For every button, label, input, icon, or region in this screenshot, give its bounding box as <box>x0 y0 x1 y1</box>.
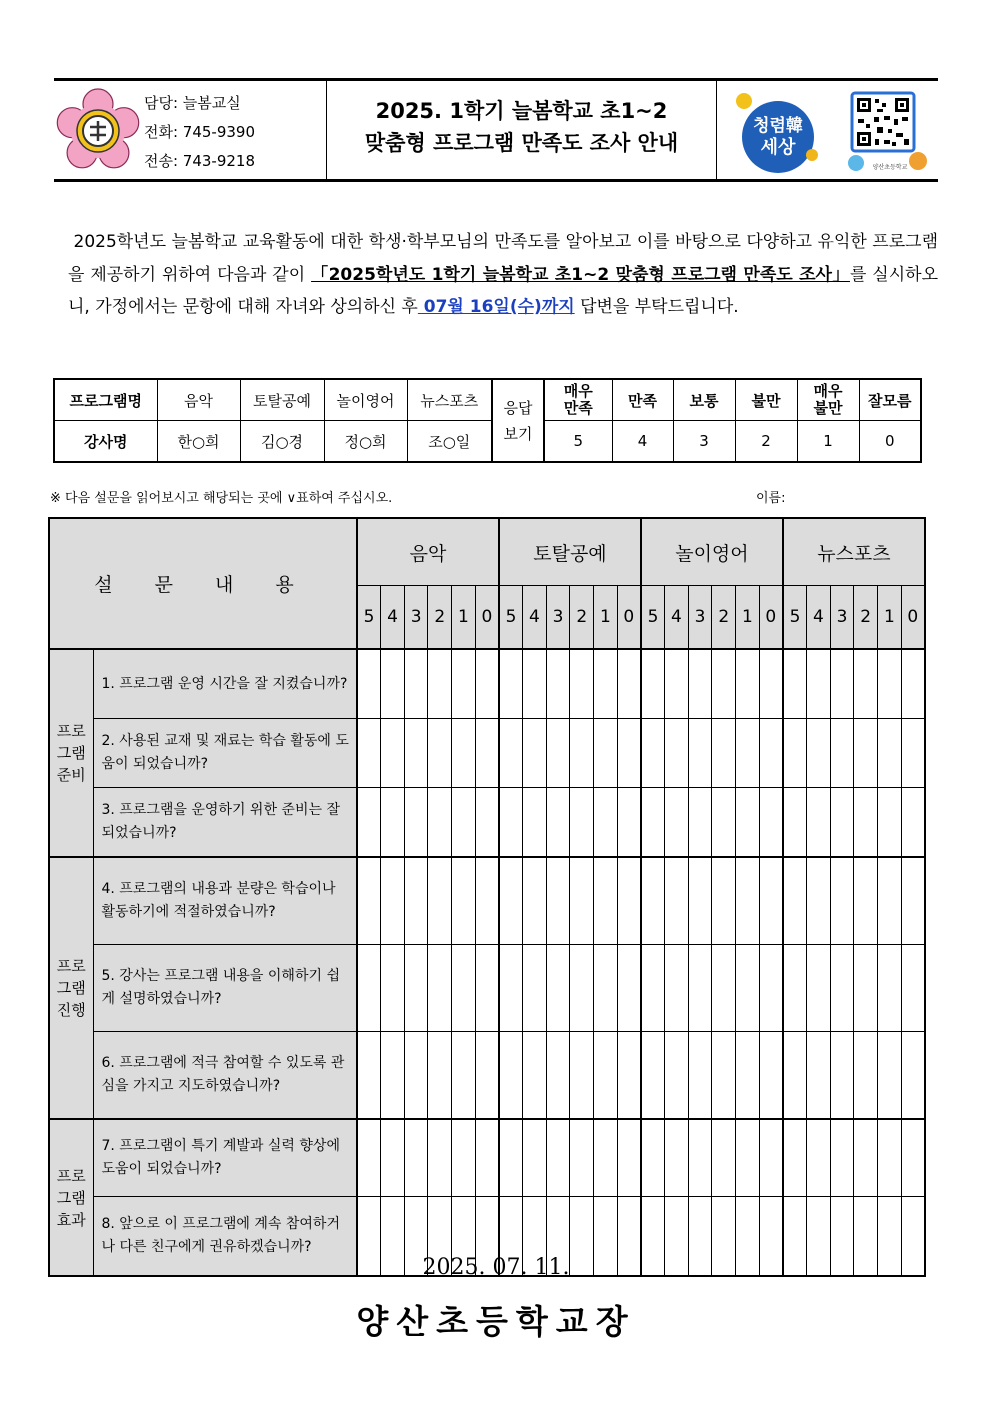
survey-question: 4. 프로그램의 내용과 분량은 학습이나 활동하기에 적절하였습니까? <box>93 857 357 945</box>
answer-checkbox-cell[interactable] <box>404 857 428 945</box>
answer-checkbox-cell[interactable] <box>854 719 878 788</box>
answer-checkbox-cell[interactable] <box>854 1119 878 1197</box>
answer-checkbox-cell[interactable] <box>499 857 523 945</box>
answer-checkbox-cell[interactable] <box>688 1032 712 1120</box>
survey-program-header: 음악 <box>357 518 499 586</box>
answer-checkbox-cell[interactable] <box>617 1119 641 1197</box>
answer-checkbox-cell[interactable] <box>357 1119 381 1197</box>
teacher-name: 조○일 <box>407 421 492 463</box>
principal-signature: 양산초등학교장 <box>356 1302 636 1341</box>
score-column-header: 3 <box>404 586 428 650</box>
score-column-header: 1 <box>594 586 618 650</box>
answer-checkbox-cell[interactable] <box>878 1032 902 1120</box>
answer-checkbox-cell[interactable] <box>830 1032 854 1120</box>
response-label-2: 보기 <box>503 424 533 443</box>
contact-fax: 전송: 743-9218 <box>144 152 256 170</box>
answer-checkbox-cell[interactable] <box>712 857 736 945</box>
answer-checkbox-cell[interactable] <box>736 1032 760 1120</box>
answer-checkbox-cell[interactable] <box>594 649 618 719</box>
scale-value: 3 <box>673 421 735 463</box>
answer-checkbox-cell[interactable] <box>546 788 570 858</box>
answer-checkbox-cell[interactable] <box>475 719 499 788</box>
answer-checkbox-cell[interactable] <box>357 1032 381 1120</box>
answer-checkbox-cell[interactable] <box>736 649 760 719</box>
answer-checkbox-cell[interactable] <box>665 788 689 858</box>
survey-question: 2. 사용된 교재 및 재료는 학습 활동에 도움이 되었습니까? <box>93 719 357 788</box>
teacher-name: 김○경 <box>240 421 324 463</box>
teacher-name-label: 강사명 <box>54 421 157 463</box>
answer-checkbox-cell[interactable] <box>854 1032 878 1120</box>
program-info-table <box>53 378 922 463</box>
answer-checkbox-cell[interactable] <box>759 719 783 788</box>
answer-checkbox-cell[interactable] <box>901 719 925 788</box>
answer-checkbox-cell[interactable] <box>617 649 641 719</box>
program-name: 놀이영어 <box>324 379 407 421</box>
answer-checkbox-cell[interactable] <box>830 945 854 1032</box>
answer-checkbox-cell[interactable] <box>381 719 405 788</box>
answer-checkbox-cell[interactable] <box>783 857 807 945</box>
answer-checkbox-cell[interactable] <box>499 1119 523 1197</box>
answer-checkbox-cell[interactable] <box>570 857 594 945</box>
answer-checkbox-cell[interactable] <box>546 719 570 788</box>
answer-checkbox-cell[interactable] <box>594 788 618 858</box>
answer-checkbox-cell[interactable] <box>878 857 902 945</box>
answer-checkbox-cell[interactable] <box>665 1032 689 1120</box>
score-column-header: 2 <box>570 586 594 650</box>
answer-checkbox-cell[interactable] <box>688 1119 712 1197</box>
answer-checkbox-cell[interactable] <box>807 1119 831 1197</box>
answer-checkbox-cell[interactable] <box>546 857 570 945</box>
response-label-1: 응답 <box>503 398 533 417</box>
answer-checkbox-cell[interactable] <box>641 649 665 719</box>
answer-checkbox-cell[interactable] <box>807 1032 831 1120</box>
answer-checkbox-cell[interactable] <box>641 945 665 1032</box>
answer-checkbox-cell[interactable] <box>570 1032 594 1120</box>
answer-checkbox-cell[interactable] <box>546 945 570 1032</box>
answer-checkbox-cell[interactable] <box>617 719 641 788</box>
survey-program-header: 토탈공예 <box>499 518 641 586</box>
title-line-1: 2025. 1학기 늘봄학교 초1~2 <box>375 99 668 123</box>
scale-value: 4 <box>612 421 673 463</box>
answer-checkbox-cell[interactable] <box>783 649 807 719</box>
survey-table <box>48 517 926 1277</box>
answer-checkbox-cell[interactable] <box>736 788 760 858</box>
contact-owner: 담당: 늘봄교실 <box>144 94 241 112</box>
answer-checkbox-cell[interactable] <box>712 719 736 788</box>
answer-checkbox-cell[interactable] <box>807 857 831 945</box>
answer-checkbox-cell[interactable] <box>404 719 428 788</box>
answer-checkbox-cell[interactable] <box>523 788 547 858</box>
answer-checkbox-cell[interactable] <box>759 945 783 1032</box>
answer-checkbox-cell[interactable] <box>428 945 452 1032</box>
scale-value: 1 <box>797 421 859 463</box>
answer-checkbox-cell[interactable] <box>475 788 499 858</box>
score-column-header: 3 <box>688 586 712 650</box>
answer-checkbox-cell[interactable] <box>404 649 428 719</box>
answer-checkbox-cell[interactable] <box>570 649 594 719</box>
answer-checkbox-cell[interactable] <box>428 649 452 719</box>
document-title <box>327 95 716 159</box>
answer-checkbox-cell[interactable] <box>523 1032 547 1120</box>
score-column-header: 2 <box>428 586 452 650</box>
answer-checkbox-cell[interactable] <box>783 945 807 1032</box>
answer-checkbox-cell[interactable] <box>759 1032 783 1120</box>
answer-checkbox-cell[interactable] <box>688 788 712 858</box>
score-column-header: 1 <box>878 586 902 650</box>
answer-checkbox-cell[interactable] <box>452 788 476 858</box>
answer-checkbox-cell[interactable] <box>712 649 736 719</box>
answer-checkbox-cell[interactable] <box>404 945 428 1032</box>
svg-text:청렴韓: 청렴韓 <box>753 116 803 136</box>
answer-checkbox-cell[interactable] <box>357 719 381 788</box>
answer-checkbox-cell[interactable] <box>641 1119 665 1197</box>
answer-checkbox-cell[interactable] <box>452 945 476 1032</box>
score-column-header: 2 <box>854 586 878 650</box>
score-column-header: 0 <box>617 586 641 650</box>
answer-checkbox-cell[interactable] <box>878 788 902 858</box>
answer-checkbox-cell[interactable] <box>381 1032 405 1120</box>
answer-checkbox-cell[interactable] <box>759 788 783 858</box>
answer-checkbox-cell[interactable] <box>736 945 760 1032</box>
survey-question: 3. 프로그램을 운영하기 위한 준비는 잘 되었습니까? <box>93 788 357 858</box>
answer-checkbox-cell[interactable] <box>830 788 854 858</box>
answer-checkbox-cell[interactable] <box>878 1119 902 1197</box>
name-field-label: 이름: <box>756 491 786 506</box>
score-column-header: 0 <box>901 586 925 650</box>
answer-checkbox-cell[interactable] <box>688 857 712 945</box>
answer-checkbox-cell[interactable] <box>594 719 618 788</box>
teacher-name: 정○희 <box>324 421 407 463</box>
answer-checkbox-cell[interactable] <box>594 1119 618 1197</box>
survey-category: 프로 그램 효과 <box>49 1119 93 1276</box>
qr-caption: 양산초등학교 <box>872 164 908 171</box>
scale-value: 0 <box>859 421 921 463</box>
answer-checkbox-cell[interactable] <box>665 1119 689 1197</box>
answer-checkbox-cell[interactable] <box>901 1032 925 1120</box>
answer-checkbox-cell[interactable] <box>546 1119 570 1197</box>
answer-checkbox-cell[interactable] <box>807 719 831 788</box>
answer-checkbox-cell[interactable] <box>381 945 405 1032</box>
answer-checkbox-cell[interactable] <box>428 857 452 945</box>
answer-checkbox-cell[interactable] <box>570 1119 594 1197</box>
answer-checkbox-cell[interactable] <box>783 719 807 788</box>
answer-checkbox-cell[interactable] <box>665 857 689 945</box>
survey-content-header: 설 문 내 용 <box>49 518 357 649</box>
score-column-header: 4 <box>807 586 831 650</box>
answer-checkbox-cell[interactable] <box>475 649 499 719</box>
score-column-header: 4 <box>523 586 547 650</box>
answer-checkbox-cell[interactable] <box>783 788 807 858</box>
scale-label: 매우 만족 <box>544 379 612 421</box>
answer-checkbox-cell[interactable] <box>570 788 594 858</box>
document-header <box>54 78 938 182</box>
answer-checkbox-cell[interactable] <box>594 945 618 1032</box>
answer-checkbox-cell[interactable] <box>830 649 854 719</box>
program-name: 토탈공예 <box>240 379 324 421</box>
intro-part2: 를 실시하오니, 가정에서는 문항에 대해 자녀와 상의하신 후 <box>68 264 938 317</box>
answer-checkbox-cell[interactable] <box>499 945 523 1032</box>
score-column-header: 4 <box>665 586 689 650</box>
answer-checkbox-cell[interactable] <box>665 719 689 788</box>
answer-checkbox-cell[interactable] <box>854 857 878 945</box>
answer-checkbox-cell[interactable] <box>901 649 925 719</box>
answer-checkbox-cell[interactable] <box>594 857 618 945</box>
answer-checkbox-cell[interactable] <box>381 649 405 719</box>
answer-checkbox-cell[interactable] <box>712 1032 736 1120</box>
answer-checkbox-cell[interactable] <box>641 719 665 788</box>
survey-question: 7. 프로그램이 특기 계발과 실력 향상에 도움이 되었습니까? <box>93 1119 357 1197</box>
response-legend-label <box>492 379 544 462</box>
answer-checkbox-cell[interactable] <box>357 945 381 1032</box>
scale-value: 5 <box>544 421 612 463</box>
answer-checkbox-cell[interactable] <box>641 788 665 858</box>
answer-checkbox-cell[interactable] <box>452 1032 476 1120</box>
answer-checkbox-cell[interactable] <box>617 945 641 1032</box>
answer-checkbox-cell[interactable] <box>452 649 476 719</box>
answer-checkbox-cell[interactable] <box>452 719 476 788</box>
answer-checkbox-cell[interactable] <box>783 1119 807 1197</box>
answer-checkbox-cell[interactable] <box>617 788 641 858</box>
answer-checkbox-cell[interactable] <box>617 857 641 945</box>
program-name: 뉴스포츠 <box>407 379 492 421</box>
answer-checkbox-cell[interactable] <box>901 1119 925 1197</box>
answer-checkbox-cell[interactable] <box>475 945 499 1032</box>
answer-checkbox-cell[interactable] <box>381 857 405 945</box>
answer-checkbox-cell[interactable] <box>736 1119 760 1197</box>
answer-checkbox-cell[interactable] <box>523 857 547 945</box>
survey-program-header: 놀이영어 <box>641 518 783 586</box>
answer-checkbox-cell[interactable] <box>404 1119 428 1197</box>
answer-checkbox-cell[interactable] <box>641 1032 665 1120</box>
answer-checkbox-cell[interactable] <box>570 945 594 1032</box>
contact-phone: 전화: 745-9390 <box>144 123 256 141</box>
survey-category: 프로 그램 준비 <box>49 649 93 857</box>
answer-checkbox-cell[interactable] <box>807 788 831 858</box>
answer-checkbox-cell[interactable] <box>830 857 854 945</box>
score-column-header: 0 <box>759 586 783 650</box>
score-column-header: 1 <box>736 586 760 650</box>
answer-checkbox-cell[interactable] <box>357 649 381 719</box>
answer-checkbox-cell[interactable] <box>830 1119 854 1197</box>
intro-part1: 2025학년도 늘봄학교 교육활동에 대한 학생·학부모님의 만족도를 알아보고 이를 바탕으로 다양하고 유익한 프로그램을 제공하기 위하여 다음과 같이 <box>68 232 938 285</box>
scale-label: 잘모름 <box>859 379 921 421</box>
survey-title-highlight: 「2025학년도 1학기 늘봄학교 초1~2 맞춤형 프로그램 만족도 조사」 <box>311 264 850 285</box>
answer-checkbox-cell[interactable] <box>570 719 594 788</box>
answer-checkbox-cell[interactable] <box>546 1032 570 1120</box>
answer-checkbox-cell[interactable] <box>901 857 925 945</box>
score-column-header: 5 <box>641 586 665 650</box>
answer-checkbox-cell[interactable] <box>854 788 878 858</box>
answer-checkbox-cell[interactable] <box>404 1032 428 1120</box>
answer-checkbox-cell[interactable] <box>665 649 689 719</box>
answer-checkbox-cell[interactable] <box>736 857 760 945</box>
scale-label: 만족 <box>612 379 673 421</box>
answer-checkbox-cell[interactable] <box>854 945 878 1032</box>
answer-checkbox-cell[interactable] <box>759 857 783 945</box>
answer-checkbox-cell[interactable] <box>452 857 476 945</box>
instruction-note: ※ 다음 설문을 읽어보시고 해당되는 곳에 ∨표하여 주십시오. <box>50 491 393 506</box>
answer-checkbox-cell[interactable] <box>759 649 783 719</box>
integrity-emblem <box>730 89 840 177</box>
answer-checkbox-cell[interactable] <box>830 719 854 788</box>
score-column-header: 4 <box>381 586 405 650</box>
answer-checkbox-cell[interactable] <box>523 1119 547 1197</box>
scale-value: 2 <box>735 421 797 463</box>
answer-checkbox-cell[interactable] <box>854 649 878 719</box>
answer-checkbox-cell[interactable] <box>381 788 405 858</box>
scale-label: 불만 <box>735 379 797 421</box>
answer-checkbox-cell[interactable] <box>499 1032 523 1120</box>
answer-checkbox-cell[interactable] <box>878 649 902 719</box>
answer-checkbox-cell[interactable] <box>878 945 902 1032</box>
score-column-header: 2 <box>712 586 736 650</box>
answer-checkbox-cell[interactable] <box>901 788 925 858</box>
qr-code[interactable] <box>844 89 930 177</box>
answer-checkbox-cell[interactable] <box>523 649 547 719</box>
answer-checkbox-cell[interactable] <box>523 945 547 1032</box>
answer-checkbox-cell[interactable] <box>404 788 428 858</box>
survey-question: 8. 앞으로 이 프로그램에 계속 참여하거나 다른 친구에게 권유하겠습니까? <box>93 1197 357 1277</box>
score-column-header: 1 <box>452 586 476 650</box>
answer-checkbox-cell[interactable] <box>688 719 712 788</box>
answer-checkbox-cell[interactable] <box>428 1032 452 1120</box>
survey-question: 6. 프로그램에 적극 참여할 수 있도록 관심을 가지고 지도하였습니까? <box>93 1032 357 1120</box>
answer-checkbox-cell[interactable] <box>688 649 712 719</box>
score-column-header: 5 <box>499 586 523 650</box>
score-column-header: 0 <box>475 586 499 650</box>
score-column-header: 3 <box>546 586 570 650</box>
program-name-label: 프로그램명 <box>54 379 157 421</box>
answer-checkbox-cell[interactable] <box>807 945 831 1032</box>
answer-checkbox-cell[interactable] <box>546 649 570 719</box>
answer-checkbox-cell[interactable] <box>878 719 902 788</box>
answer-checkbox-cell[interactable] <box>688 945 712 1032</box>
title-line-2: 맞춤형 프로그램 만족도 조사 안내 <box>364 131 679 155</box>
contact-info <box>144 89 324 176</box>
deadline-highlight: 07월 16일(수)까지 <box>417 297 575 317</box>
score-column-header: 5 <box>357 586 381 650</box>
answer-checkbox-cell[interactable] <box>665 945 689 1032</box>
survey-question: 1. 프로그램 운영 시간을 잘 지켰습니까? <box>93 649 357 719</box>
answer-checkbox-cell[interactable] <box>428 719 452 788</box>
answer-checkbox-cell[interactable] <box>475 1032 499 1120</box>
intro-paragraph <box>68 226 938 324</box>
answer-checkbox-cell[interactable] <box>475 857 499 945</box>
answer-checkbox-cell[interactable] <box>641 857 665 945</box>
answer-checkbox-cell[interactable] <box>523 719 547 788</box>
svg-text:세상: 세상 <box>760 137 796 158</box>
survey-program-header: 뉴스포츠 <box>783 518 925 586</box>
answer-checkbox-cell[interactable] <box>901 945 925 1032</box>
scale-label: 매우 불만 <box>797 379 859 421</box>
program-name: 음악 <box>157 379 240 421</box>
score-column-header: 3 <box>830 586 854 650</box>
survey-category: 프로 그램 진행 <box>49 857 93 1119</box>
answer-checkbox-cell[interactable] <box>617 1032 641 1120</box>
answer-checkbox-cell[interactable] <box>499 719 523 788</box>
answer-checkbox-cell[interactable] <box>712 945 736 1032</box>
scale-label: 보통 <box>673 379 735 421</box>
answer-checkbox-cell[interactable] <box>712 1119 736 1197</box>
document-date: 2025. 07. 11. <box>422 1255 570 1280</box>
school-logo <box>54 81 142 179</box>
answer-checkbox-cell[interactable] <box>499 788 523 858</box>
answer-checkbox-cell[interactable] <box>736 719 760 788</box>
answer-checkbox-cell[interactable] <box>712 788 736 858</box>
teacher-name: 한○희 <box>157 421 240 463</box>
answer-checkbox-cell[interactable] <box>428 788 452 858</box>
answer-checkbox-cell[interactable] <box>381 1119 405 1197</box>
intro-part3: 답변을 부탁드립니다. <box>574 297 739 317</box>
answer-checkbox-cell[interactable] <box>357 788 381 858</box>
answer-checkbox-cell[interactable] <box>783 1032 807 1120</box>
answer-checkbox-cell[interactable] <box>807 649 831 719</box>
answer-checkbox-cell[interactable] <box>428 1119 452 1197</box>
answer-checkbox-cell[interactable] <box>759 1119 783 1197</box>
answer-checkbox-cell[interactable] <box>499 649 523 719</box>
answer-checkbox-cell[interactable] <box>475 1119 499 1197</box>
answer-checkbox-cell[interactable] <box>357 857 381 945</box>
score-column-header: 5 <box>783 586 807 650</box>
answer-checkbox-cell[interactable] <box>452 1119 476 1197</box>
answer-checkbox-cell[interactable] <box>594 1032 618 1120</box>
survey-question: 5. 강사는 프로그램 내용을 이해하기 쉽게 설명하였습니까? <box>93 945 357 1032</box>
